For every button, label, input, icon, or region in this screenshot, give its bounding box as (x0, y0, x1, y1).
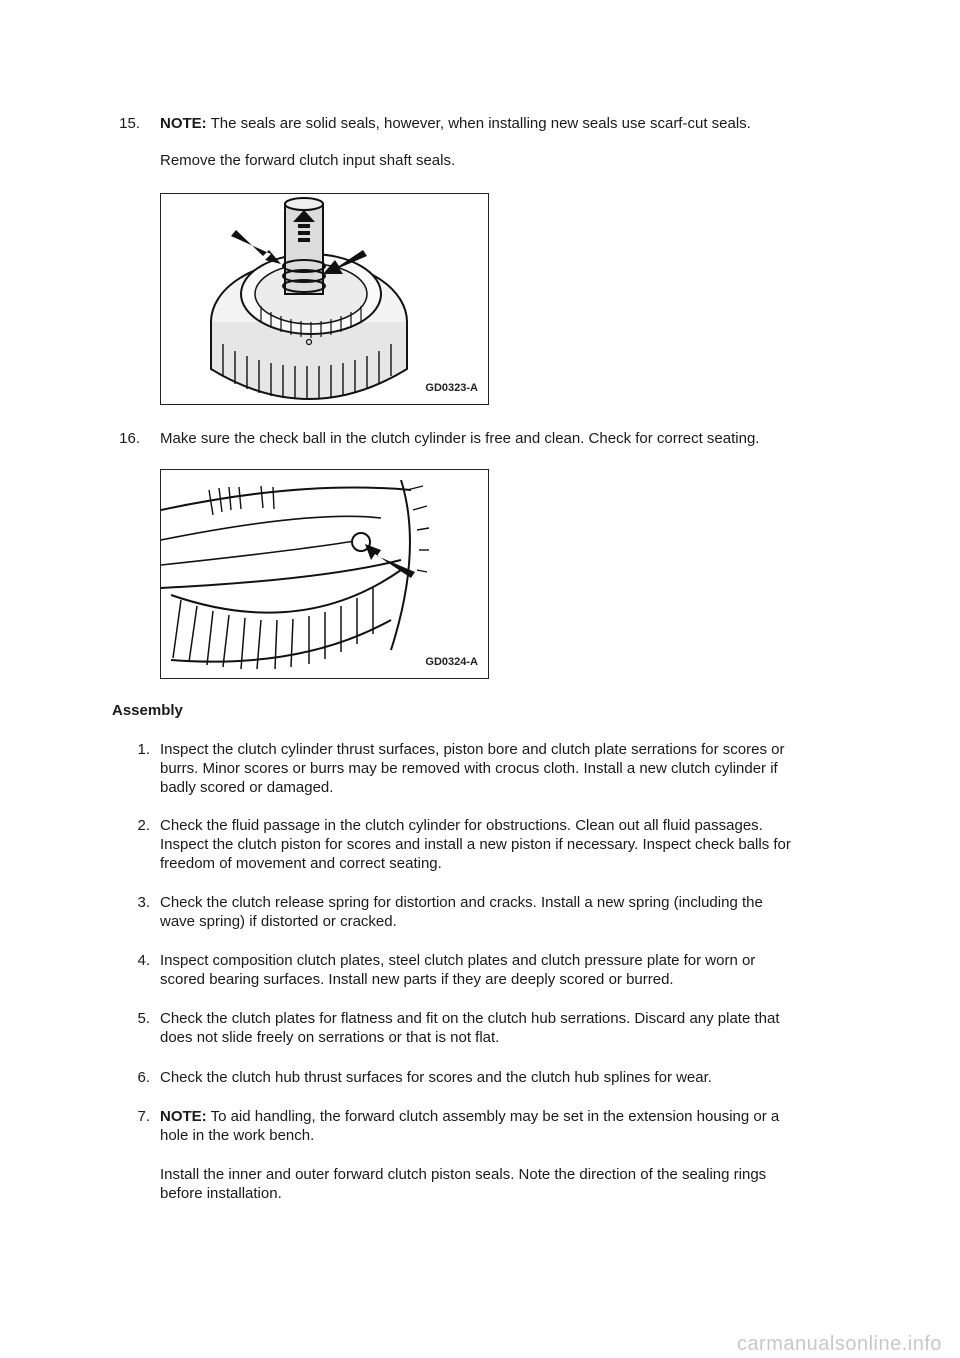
line: scored bearing surfaces. Install new parts if they are deeply scored or burred. (160, 971, 674, 988)
assembly-step-2-text (160, 816, 791, 873)
figure-code-gd0324: GD0324-A (425, 656, 478, 668)
figure-gd0324 (160, 469, 489, 679)
note-text: To aid handling, the forward clutch assembly may be set in the extension housing or a (206, 1108, 780, 1125)
assembly-step-3-text (160, 893, 763, 931)
line: freedom of movement and correct seating. (160, 855, 442, 872)
assembly-step-2-number: 2. (137, 817, 150, 834)
line: Check the clutch hub thrust surfaces for scores and the clutch hub splines for wear. (160, 1069, 712, 1086)
line: Install the inner and outer forward clutch piston seals. Note the direction of the sealing rings (160, 1166, 767, 1183)
assembly-step-3-number: 3. (137, 894, 150, 911)
line: burrs. Minor scores or burrs may be removed with crocus cloth. Install a new clutch cylinder if (160, 760, 778, 777)
figure-gd0323 (160, 193, 489, 405)
assembly-step-1-number: 1. (137, 741, 150, 758)
step-16-number: 16. (119, 430, 140, 447)
line: does not slide freely on serrations or that is not flat. (160, 1029, 500, 1046)
assembly-step-7-number: 7. (137, 1108, 150, 1125)
line: before installation. (160, 1185, 282, 1202)
assembly-heading: Assembly (112, 702, 183, 719)
assembly-step-1-text (160, 740, 784, 797)
check-ball-illustration (161, 470, 488, 678)
assembly-step-7-note (160, 1107, 779, 1145)
clutch-input-shaft-illustration (161, 194, 488, 404)
assembly-step-6-text (160, 1068, 712, 1087)
line: Check the clutch release spring for distortion and cracks. Install a new spring (including the (160, 894, 763, 911)
step-15-number: 15. (119, 115, 140, 132)
note-text-cont: hole in the work bench. (160, 1127, 315, 1144)
assembly-step-6-number: 6. (137, 1069, 150, 1086)
step-15-note (160, 114, 751, 133)
line: Inspect the clutch piston for scores and install a new piston if necessary. Inspect check balls for (160, 836, 791, 853)
watermark: carmanualsonline.info (736, 1333, 942, 1355)
step-15-action: Remove the forward clutch input shaft seals. (160, 152, 456, 169)
assembly-step-5-text (160, 1009, 780, 1047)
note-label: NOTE: (160, 115, 207, 132)
assembly-step-7-action (160, 1165, 766, 1203)
assembly-step-4-text (160, 951, 755, 989)
assembly-step-4-number: 4. (137, 952, 150, 969)
step-16-text: Make sure the check ball in the clutch cylinder is free and clean. Check for correct seating. (160, 430, 760, 447)
note-label: NOTE: (160, 1108, 207, 1125)
line: badly scored or damaged. (160, 779, 334, 796)
line: Inspect the clutch cylinder thrust surfaces, piston bore and clutch plate serrations for scores or (160, 741, 785, 758)
line: wave spring) if distorted or cracked. (160, 913, 397, 930)
line: Check the clutch plates for flatness and fit on the clutch hub serrations. Discard any plate that (160, 1010, 780, 1027)
figure-code-gd0323: GD0323-A (425, 382, 478, 394)
line: Inspect composition clutch plates, steel clutch plates and clutch pressure plate for worn or (160, 952, 756, 969)
line: Check the fluid passage in the clutch cylinder for obstructions. Clean out all fluid passages. (160, 817, 763, 834)
note-text: The seals are solid seals, however, when installing new seals use scarf-cut seals. (206, 115, 751, 132)
assembly-step-5-number: 5. (137, 1010, 150, 1027)
